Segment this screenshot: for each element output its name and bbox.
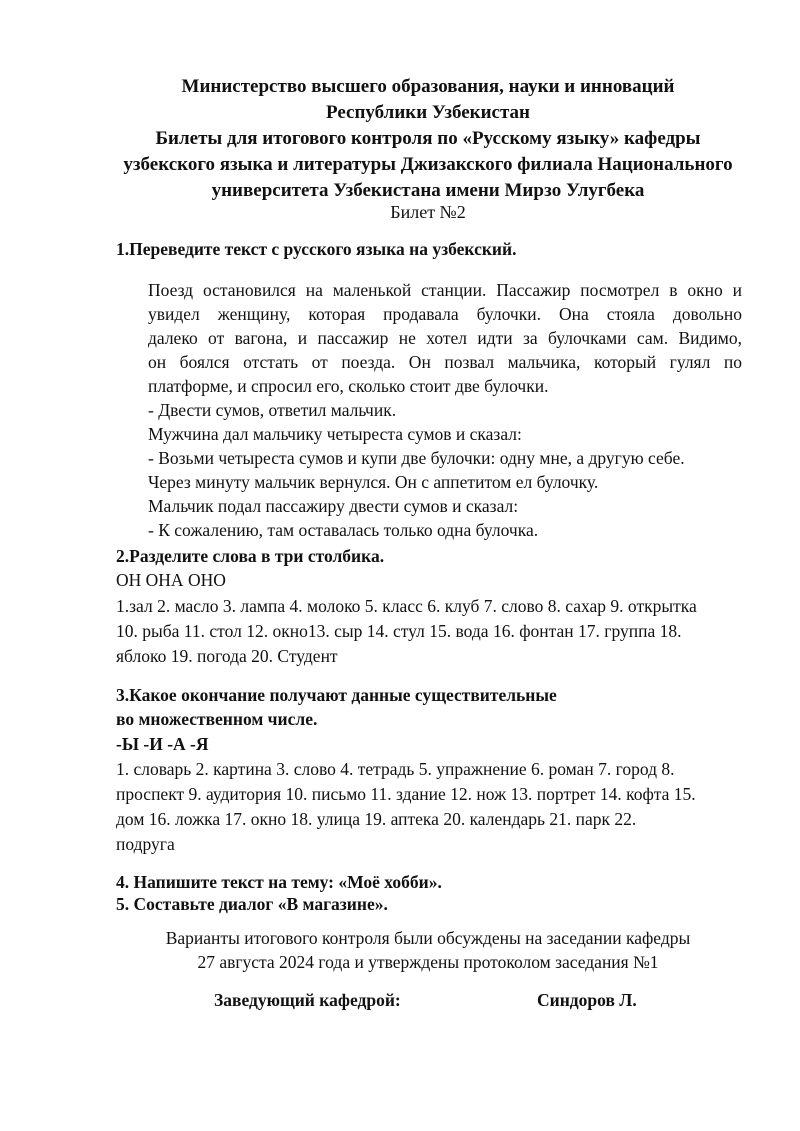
text-line: Мальчик подал пассажиру двести сумов и сказал: [148,496,519,516]
text-line: платформе, и спросил его, сколько стоит две булочки. [148,376,549,396]
text-line: - К сожалению, там оставалась только одна булочка. [148,520,539,540]
signature-name: Синдоров Л. [537,990,637,1010]
question-1-title: 1.Переведите текст с русского языка на узбекский. [116,239,517,259]
header-line: университета Узбекистана имени Мирзо Улугбека [211,180,645,201]
approval-line: 27 августа 2024 года и утверждены протоколом заседания №1 [197,952,659,972]
question-3-title: 3.Какое окончание получают данные существительные [116,685,557,705]
text-line: - Двести сумов, ответил мальчик. [148,400,397,420]
word-line: 1.зал 2. масло 3. лампа 4. молоко 5. класс 6. клуб 7. слово 8. сахар 9. открытка [116,596,697,616]
document-header [100,74,756,204]
header-line: Билеты для итогового контроля по «Русскому языку» кафедры [155,128,701,149]
word-line: 1. словарь 2. картина 3. слово 4. тетрадь 5. упражнение 6. роман 7. город 8. [116,759,675,779]
question-5-title: 5. Составьте диалог «В магазине». [116,894,388,914]
word-line: проспект 9. аудитория 10. письмо 11. здание 12. нож 13. портрет 14. кофта 15. [116,784,696,804]
header-line: Республики Узбекистан [326,102,530,123]
word-line: подруга [116,834,175,854]
text-line: Поезд остановился на маленькой станции. Пассажир посмотрел в окно и [148,280,742,300]
question-1-text [148,278,742,542]
question-2-columns: ОН ОНА ОНО [116,570,226,590]
text-line: - Возьми четыреста сумов и купи две булочки: одну мне, а другую себе. [148,448,685,468]
text-line: увидел женщину, которая продавала булочки. Она стояла довольно [148,304,742,324]
word-line: 10. рыба 11. стол 12. окно13. сыр 14. стул 15. вода 16. фонтан 17. группа 18. [116,621,682,641]
question-3-title-cont: во множественном числе. [116,709,318,729]
approval-line: Варианты итогового контроля были обсуждены на заседании кафедры [165,928,691,948]
signature-label: Заведующий кафедрой: [214,990,401,1010]
text-line: Через минуту мальчик вернулся. Он с аппетитом ел булочку. [148,472,599,492]
text-line: далеко от вагона, и пассажир не хотел идти за булочками сам. Видимо, [148,328,742,348]
question-3-words [116,757,756,857]
question-2-words [116,594,756,669]
header-line: узбекского языка и литературы Джизакского филиала Национального [123,154,733,175]
word-line: дом 16. ложка 17. окно 18. улица 19. аптека 20. календарь 21. парк 22. [116,809,637,829]
text-line: Мужчина дал мальчику четыреста сумов и сказал: [148,424,522,444]
text-line: он боялся отстать от поезда. Он позвал мальчика, который гулял по [148,352,742,372]
question-4-title: 4. Напишите текст на тему: «Моё хобби». [116,872,442,892]
ticket-number: Билет №2 [390,202,466,222]
header-line: Министерство высшего образования, науки и инноваций [181,76,675,97]
word-line: яблоко 19. погода 20. Студент [116,646,338,666]
question-2-title: 2.Разделите слова в три столбика. [116,546,385,566]
question-3-endings: -Ы -И -А -Я [116,734,209,754]
approval-note [100,926,756,974]
